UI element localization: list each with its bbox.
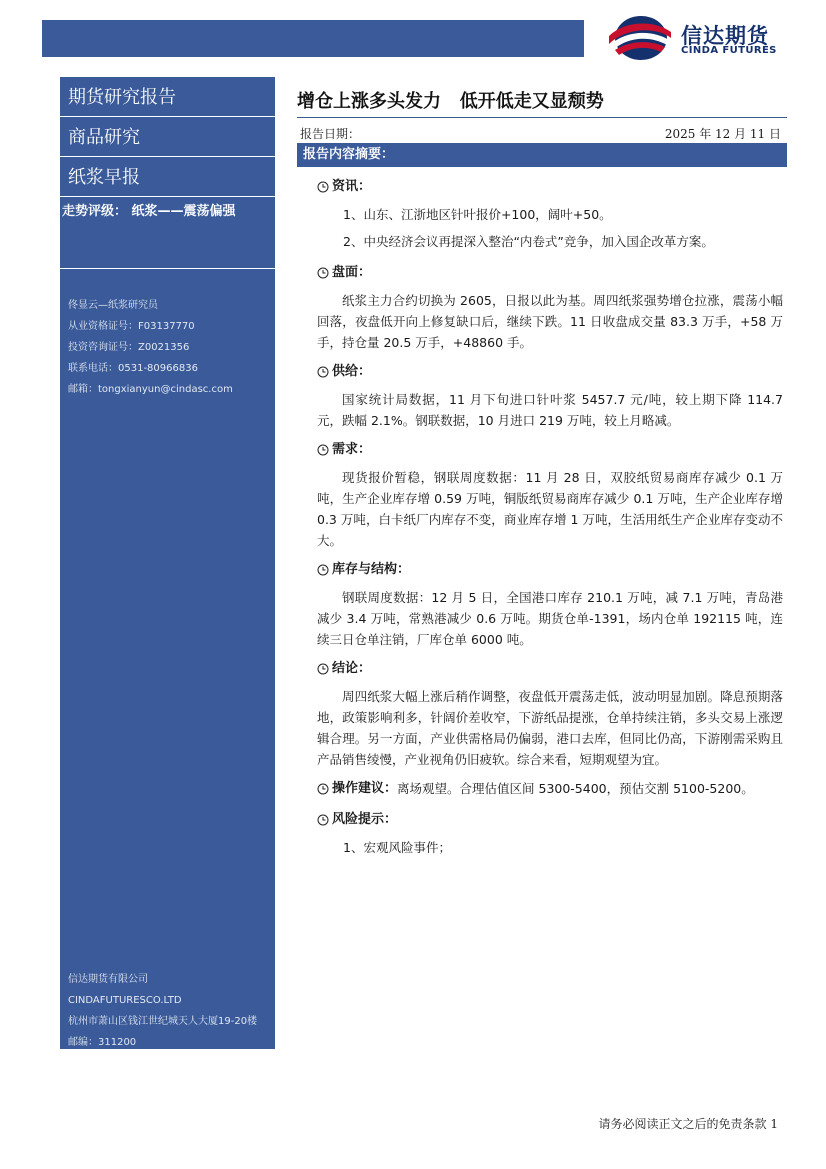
clock-icon	[317, 814, 329, 826]
company-name-cn: 信达期货有限公司	[68, 974, 148, 985]
report-date-label: 报告日期：	[300, 127, 361, 141]
company-address: 杭州市萧山区钱江世纪城天人大厦19-20楼	[68, 1016, 258, 1027]
section-inventory-title	[317, 559, 783, 580]
section-risk-label: 风险提示：	[332, 812, 398, 827]
email-address: 邮箱：tongxianyun@cindasc.com	[68, 384, 233, 395]
section-advice-label: 操作建议：	[332, 781, 398, 796]
sidebar-divider	[60, 268, 275, 269]
section-conclusion-title	[317, 658, 783, 679]
section-supply-title	[317, 361, 783, 382]
section-risk-title	[317, 809, 783, 830]
consulting-number: 投资咨询证号：Z0021356	[68, 342, 190, 353]
section-market-label: 盘面：	[332, 265, 372, 280]
sidebar	[60, 77, 275, 1049]
section-demand-title	[317, 439, 783, 460]
analyst-contact	[68, 295, 233, 400]
clock-icon	[317, 783, 329, 795]
report-headline: 增仓上涨多头发力 低开低走又显颓势	[297, 91, 604, 112]
section-supply-label: 供给：	[332, 364, 372, 379]
clock-icon	[317, 181, 329, 193]
market-text: 纸浆主力合约切换为 2605，日报以此为基。周四纸浆强势增仓拉涨，震荡小幅回落，夜盘低开向上修复缺口后，继续下跌。11 日收盘成交量 83.3 万手，+58 万手，持仓量 20.5 万手，+48860 手。	[317, 293, 783, 350]
trend-rating: 走势评级： 纸浆——震荡偏强	[62, 204, 236, 219]
demand-text: 现货报价暂稳，钢联周度数据：11 月 28 日，双胶纸贸易商库存减少 0.1 万吨，生产企业库存增 0.59 万吨，铜版纸贸易商库存减少 0.1 万吨，生产企业库存增 0.3 万吨，白卡纸厂内库存不变，商业库存增 1 万吨，生活用纸生产企业库存变动不大。	[317, 470, 783, 548]
section-market-title	[317, 262, 783, 283]
section-news-label: 资讯：	[332, 179, 372, 194]
clock-icon	[317, 267, 329, 279]
inventory-text: 钢联周度数据：12 月 5 日，全国港口库存 210.1 万吨，减 7.1 万吨，青岛港减少 3.4 万吨，常熟港减少 0.6 万吨。期货仓单-1391，场内仓单 192115 吨，连续三日仓单注销，厂库仓单 6000 吨。	[317, 590, 783, 647]
company-name-en: CINDAFUTURESCO.LTD	[68, 995, 182, 1006]
clock-icon	[317, 564, 329, 576]
sidebar-title-report-type: 期货研究报告	[60, 79, 275, 117]
company-postcode: 邮编：311200	[68, 1037, 137, 1048]
cinda-logo	[605, 14, 795, 64]
sidebar-title-category: 商品研究	[60, 119, 275, 157]
clock-icon	[317, 663, 329, 675]
report-date-value: 2025 年 12 月 11 日	[664, 127, 781, 141]
report-date-row	[297, 117, 787, 144]
section-news-title	[317, 176, 783, 197]
risk-item: 1、宏观风险事件；	[343, 840, 451, 855]
conclusion-text: 周四纸浆大幅上涨后稍作调整，夜盘低开震荡走低，波动明显加剧。降息预期落地，政策影响利多，针阔价差收窄，下游纸品提涨，仓单持续注销，多头交易上涨逻辑合理。另一方面，产业供需格局仍偏弱，港口去库，但同比仍高，下游刚需采购且产品销售绫慢，产业视角仍旧疲软。综合来看，短期观望为宜。	[317, 689, 783, 767]
logo-name-en: CINDA FUTURES	[681, 45, 777, 56]
section-conclusion-label: 结论：	[332, 661, 372, 676]
clock-icon	[317, 444, 329, 456]
advice-text: 离场观望。合理估值区间 5300-5400，预估交割 5100-5200。	[397, 781, 754, 796]
news-item: 2、中央经济会议再提深入整治“内卷式”竞争，加入国企改革方案。	[343, 234, 714, 249]
company-info	[68, 969, 257, 1053]
news-item: 1、山东、江浙地区针叶报价+100，阔叶+50。	[343, 207, 612, 222]
sidebar-title-report-name: 纸浆早报	[60, 159, 275, 197]
clock-icon	[317, 366, 329, 378]
report-content	[317, 176, 783, 864]
section-inventory-label: 库存与结构：	[332, 562, 411, 577]
phone-number: 联系电话：0531-80966836	[68, 363, 198, 374]
analyst-name: 佟显云—纸浆研究员	[68, 300, 158, 311]
header-band	[42, 20, 584, 57]
logo-name-cn: 信达期货	[681, 24, 769, 48]
supply-text: 国家统计局数据，11 月下旬进口针叶浆 5457.7 元/吨，较上期下降 114.7 元，跌幅 2.1%。钢联数据，10 月进口 219 万吨，较上月略减。	[317, 392, 783, 428]
summary-header: 报告内容摘要：	[297, 143, 787, 167]
qualification-number: 从业资格证号：F03137770	[68, 321, 195, 332]
section-advice-row	[317, 778, 783, 799]
cinda-globe-icon	[605, 14, 675, 62]
section-demand-label: 需求：	[332, 442, 372, 457]
disclaimer-note: 请务必阅读正文之后的免责条款 1	[598, 1117, 778, 1131]
